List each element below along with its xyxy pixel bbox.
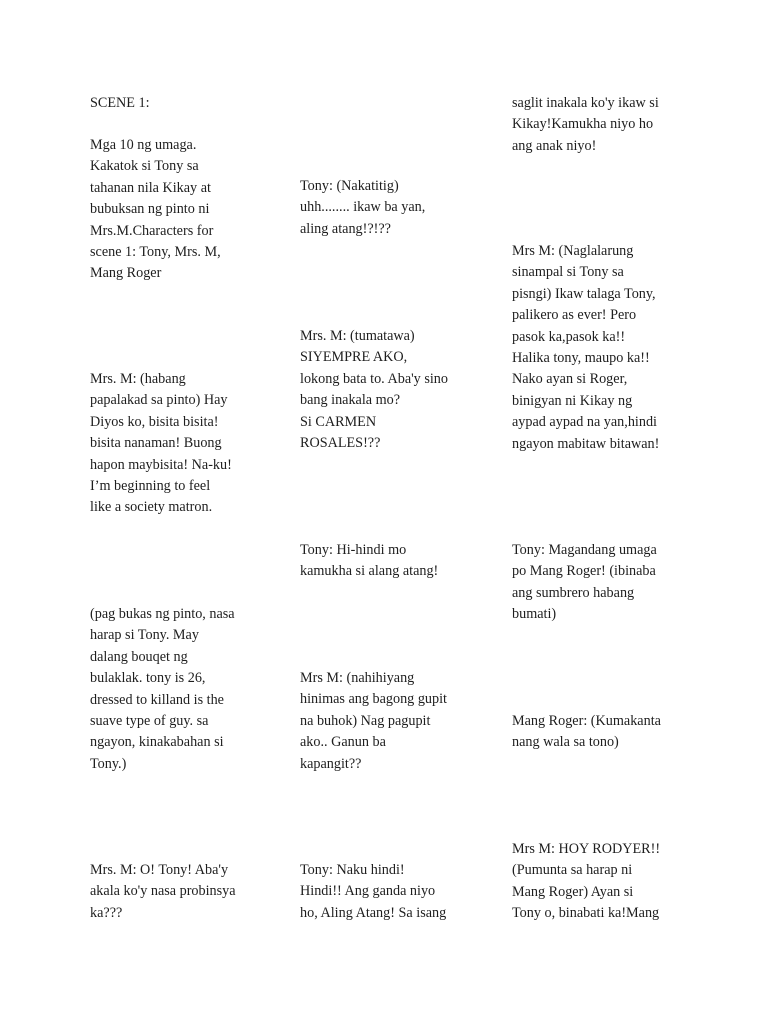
dialogue-block [512, 711, 692, 754]
text-line: Mrs.M.Characters for [90, 222, 214, 239]
text-line: dressed to killand is the [90, 691, 224, 708]
text-line: Kikay!Kamukha niyo ho [512, 116, 654, 133]
text-line: Tony: (Nakatitig) [300, 178, 399, 194]
text-line: Tony: Naku hindi! [300, 862, 405, 878]
text-line: aypad aypad na yan,hindi [512, 414, 657, 431]
text-line: pisngi) Ikaw talaga Tony, [512, 285, 656, 302]
text-line: dalang bouqet ng [90, 648, 188, 665]
text-line: ROSALES!?? [300, 435, 381, 452]
text-line: Mang Roger: (Kumakanta [512, 713, 661, 729]
text-line: Mga 10 ng umaga. [90, 137, 197, 153]
text-line: uhh........ ikaw ba yan, [300, 199, 426, 216]
text-line: SCENE 1: [90, 95, 150, 111]
text-line: bang inakala mo? [300, 392, 401, 409]
text-line: lokong bata to. Aba'y sino [300, 370, 448, 387]
dialogue-block [300, 326, 490, 454]
text-line: Mrs. M: (tumatawa) [300, 328, 415, 344]
dialogue-block [90, 369, 280, 519]
stage-direction [90, 604, 280, 775]
text-line: nang wala sa tono) [512, 734, 619, 751]
text-line: bumati) [512, 606, 557, 623]
text-line: ako.. Ganun ba [300, 734, 386, 751]
dialogue-block [90, 860, 280, 924]
text-line: pasok ka,pasok ka!! [512, 328, 626, 345]
text-line: (Pumunta sa harap ni [512, 862, 633, 879]
text-line: harap si Tony. May [90, 627, 199, 644]
text-line: bisita nanaman! Buong [90, 435, 222, 452]
text-line: ang anak niyo! [512, 137, 597, 154]
text-line: Si CARMEN [300, 413, 377, 430]
text-line: Kakatok si Tony sa [90, 158, 199, 175]
dialogue-block [300, 176, 490, 240]
text-line: hinimas ang bagong gupit [300, 691, 447, 708]
dialogue-block [512, 540, 692, 626]
text-line: palikero as ever! Pero [512, 307, 637, 324]
dialogue-block [300, 540, 490, 583]
text-line: po Mang Roger! (ibinaba [512, 563, 656, 580]
text-line: Tony: Hi-hindi mo [300, 542, 407, 558]
text-line: scene 1: Tony, Mrs. M, [90, 244, 221, 261]
text-line: tahanan nila Kikay at [90, 179, 211, 196]
text-line: Tony o, binabati ka!Mang [512, 905, 660, 922]
scene-heading [90, 93, 280, 114]
text-line: Mrs. M: (habang [90, 371, 186, 387]
text-line: saglit inakala ko'y ikaw si [512, 95, 659, 111]
text-line: SIYEMPRE AKO, [300, 349, 408, 366]
text-line: Mrs M: HOY RODYER!! [512, 841, 661, 857]
text-line: Mang Roger [90, 265, 162, 282]
text-line: na buhok) Nag pagupit [300, 712, 431, 729]
text-line: suave type of guy. sa [90, 713, 209, 730]
text-line: I’m beginning to feel [90, 478, 211, 495]
text-line: Tony: Magandang umaga [512, 542, 657, 558]
text-line: aling atang!?!?? [300, 220, 391, 237]
text-line: Mrs. M: O! Tony! Aba'y [90, 862, 229, 878]
text-line: Hindi!! Ang ganda niyo [300, 883, 436, 900]
text-line: bubuksan ng pinto ni [90, 201, 210, 218]
text-line: ho, Aling Atang! Sa isang [300, 904, 447, 921]
text-line: (pag bukas ng pinto, nasa [90, 606, 235, 622]
text-line: Halika tony, maupo ka!! [512, 350, 650, 367]
text-line: kamukha si alang atang! [300, 563, 439, 580]
dialogue-block [300, 860, 490, 924]
text-line: ka??? [90, 904, 123, 921]
text-line: papalakad sa pinto) Hay [90, 392, 228, 409]
text-line: ngayon mabitaw bitawan! [512, 435, 660, 452]
dialogue-continuation [512, 93, 692, 157]
dialogue-block [512, 241, 692, 455]
text-line: ang sumbrero habang [512, 584, 635, 601]
text-line: binigyan ni Kikay ng [512, 392, 633, 409]
text-line: sinampal si Tony sa [512, 264, 624, 281]
text-line: Tony.) [90, 755, 127, 772]
dialogue-block [300, 668, 490, 775]
text-line: ngayon, kinakabahan si [90, 734, 224, 751]
text-line: Mrs M: (Naglalarung [512, 243, 634, 259]
text-line: akala ko'y nasa probinsya [90, 883, 236, 900]
scene-description [90, 135, 280, 285]
text-line: Diyos ko, bisita bisita! [90, 413, 219, 430]
text-line: Mrs M: (nahihiyang [300, 670, 415, 686]
dialogue-block [512, 839, 692, 925]
text-line: Nako ayan si Roger, [512, 371, 628, 388]
text-line: bulaklak. tony is 26, [90, 670, 206, 687]
text-line: like a society matron. [90, 499, 213, 516]
text-line: kapangit?? [300, 755, 362, 772]
text-line: Mang Roger) Ayan si [512, 883, 634, 900]
text-line: hapon maybisita! Na-ku! [90, 456, 232, 473]
